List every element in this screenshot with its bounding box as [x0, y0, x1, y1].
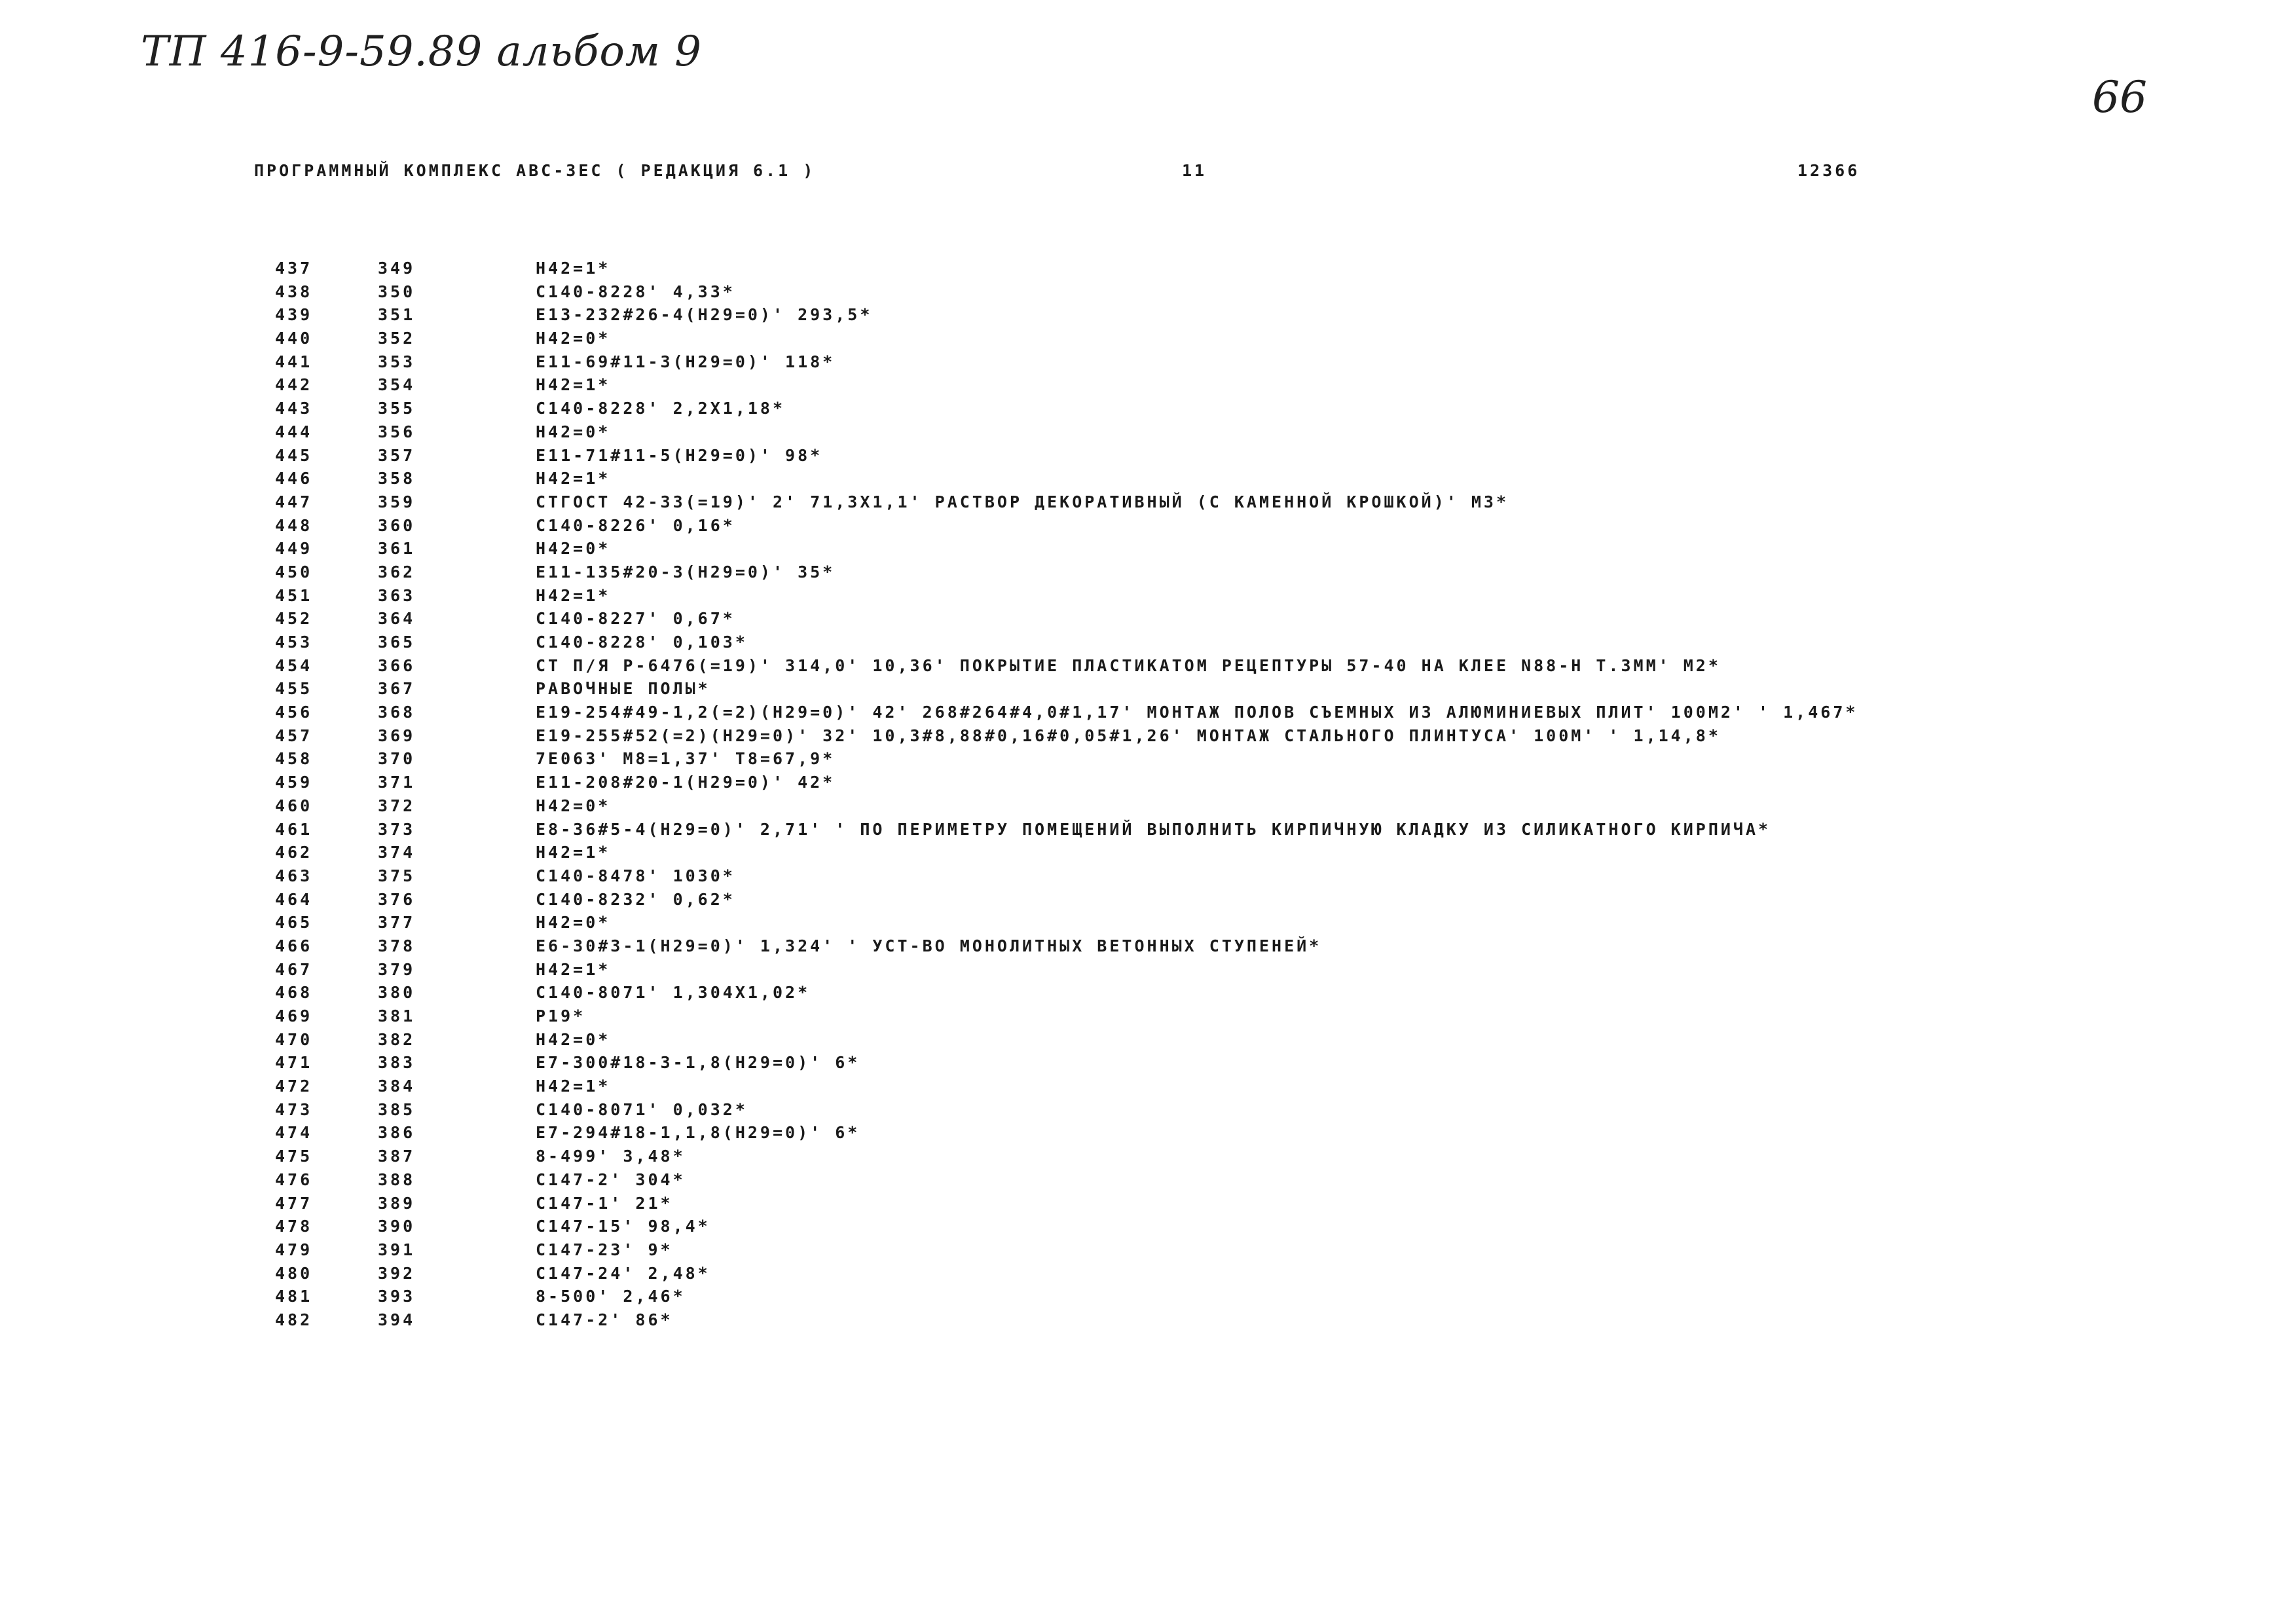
statement-number: 394 — [378, 1310, 416, 1329]
statement-text: Е11-135#20-3(Н29=0)' 35* — [536, 562, 836, 581]
listing-row — [0, 420, 2282, 444]
listing-row — [0, 1028, 2282, 1052]
statement-number: 375 — [378, 866, 416, 885]
listing-row — [0, 303, 2282, 327]
statement-number: 378 — [378, 936, 416, 955]
statement-text: Е19-255#52(=2)(Н29=0)' 32' 10,3#8,88#0,16#0,05#1,26' МОНТАЖ СТАЛЬНОГО ПЛИНТУСА' 100М' ' 1,14,8* — [536, 726, 1721, 745]
listing-row — [0, 444, 2282, 468]
statement-text: СТГОСТ 42-33(=19)' 2' 71,3Х1,1' РАСТВОР ДЕКОРАТИВНЫЙ (С КАМЕННОЙ КРОШКОЙ)' М3* — [536, 492, 1509, 511]
row-index: 438 — [275, 282, 313, 301]
row-index: 459 — [275, 773, 313, 792]
row-index: 464 — [275, 889, 313, 909]
row-index: 480 — [275, 1263, 313, 1283]
statement-text: Н42=0* — [536, 796, 611, 815]
listing-row — [0, 350, 2282, 374]
row-index: 475 — [275, 1147, 313, 1166]
listing-row — [0, 864, 2282, 888]
statement-text: С147-23' 9* — [536, 1240, 673, 1259]
statement-number: 366 — [378, 655, 416, 675]
row-index: 458 — [275, 749, 313, 769]
statement-number: 370 — [378, 749, 416, 769]
statement-number: 349 — [378, 259, 416, 278]
statement-text: Е6-30#3-1(Н29=0)' 1,324' ' УСТ-ВО МОНОЛИТНЫХ ВЕТОННЫХ СТУПЕНЕЙ* — [536, 936, 1322, 955]
statement-text: 7Е063' М8=1,37' Т8=67,9* — [536, 749, 836, 769]
listing-row — [0, 467, 2282, 490]
listing-row — [0, 958, 2282, 982]
row-index: 462 — [275, 843, 313, 862]
listing-row — [0, 1051, 2282, 1075]
statement-text: Н42=0* — [536, 422, 611, 441]
statement-number: 350 — [378, 282, 416, 301]
statement-number: 352 — [378, 329, 416, 348]
statement-number: 351 — [378, 305, 416, 325]
row-index: 470 — [275, 1029, 313, 1049]
statement-number: 382 — [378, 1029, 416, 1049]
listing-row — [0, 677, 2282, 701]
row-index: 456 — [275, 703, 313, 722]
row-index: 471 — [275, 1053, 313, 1073]
listing-row — [0, 794, 2282, 818]
row-index: 460 — [275, 796, 313, 815]
row-index: 437 — [275, 259, 313, 278]
statement-text: С140-8228' 2,2Х1,18* — [536, 399, 786, 418]
row-index: 478 — [275, 1217, 313, 1236]
row-index: 479 — [275, 1240, 313, 1259]
row-index: 481 — [275, 1287, 313, 1306]
listing-row — [0, 818, 2282, 841]
statement-text: С140-8228' 0,103* — [536, 633, 748, 652]
statement-text: С147-2' 304* — [536, 1170, 686, 1189]
statement-number: 380 — [378, 983, 416, 1003]
listing-row — [0, 561, 2282, 584]
statement-number: 356 — [378, 422, 416, 441]
statement-number: 376 — [378, 889, 416, 909]
statement-text: Е7-300#18-3-1,8(Н29=0)' 6* — [536, 1053, 860, 1073]
row-index: 465 — [275, 913, 313, 932]
row-index: 469 — [275, 1006, 313, 1025]
row-index: 446 — [275, 469, 313, 489]
row-index: 473 — [275, 1099, 313, 1119]
listing-row — [0, 1262, 2282, 1285]
row-index: 453 — [275, 633, 313, 652]
statement-text: Р19* — [536, 1006, 586, 1025]
statement-text: Н42=1* — [536, 259, 611, 278]
statement-number: 353 — [378, 352, 416, 371]
row-index: 461 — [275, 819, 313, 839]
statement-text: Н42=1* — [536, 375, 611, 395]
statement-number: 359 — [378, 492, 416, 511]
listing-row — [0, 373, 2282, 397]
row-index: 468 — [275, 983, 313, 1003]
statement-text: РАВОЧНЫЕ ПОЛЫ* — [536, 679, 710, 699]
statement-text: Е11-71#11-5(Н29=0)' 98* — [536, 445, 823, 465]
statement-text: С140-8227' 0,67* — [536, 609, 735, 629]
row-index: 466 — [275, 936, 313, 955]
statement-number: 373 — [378, 819, 416, 839]
printout-header-title: ПРОГРАММНЫЙ КОМПЛЕКС АВС-3ЕС ( РЕДАКЦИЯ 6.1 ) — [254, 161, 816, 180]
listing-row — [0, 1285, 2282, 1308]
statement-number: 372 — [378, 796, 416, 815]
listing-row — [0, 1192, 2282, 1215]
statement-text: Н42=0* — [536, 329, 611, 348]
page-number-handwritten: 66 — [2092, 72, 2147, 122]
listing-row — [0, 841, 2282, 864]
statement-text: С140-8071' 0,032* — [536, 1099, 748, 1119]
row-index: 477 — [275, 1193, 313, 1213]
statement-number: 393 — [378, 1287, 416, 1306]
statement-number: 360 — [378, 515, 416, 535]
listing-row — [0, 514, 2282, 538]
statement-text: Н42=1* — [536, 1077, 611, 1096]
statement-number: 391 — [378, 1240, 416, 1259]
statement-number: 369 — [378, 726, 416, 745]
statement-text: С140-8228' 4,33* — [536, 282, 735, 301]
statement-text: Е8-36#5-4(Н29=0)' 2,71' ' ПО ПЕРИМЕТРУ ПОМЕЩЕНИЙ ВЫПОЛНИТЬ КИРПИЧНУЮ КЛАДКУ ИЗ СИЛИКАТНОГО КИРПИЧА* — [536, 819, 1771, 839]
listing-row — [0, 724, 2282, 748]
statement-number: 383 — [378, 1053, 416, 1073]
statement-number: 385 — [378, 1099, 416, 1119]
listing-row — [0, 584, 2282, 608]
statement-text: Е11-69#11-3(Н29=0)' 118* — [536, 352, 836, 371]
statement-text: Н42=1* — [536, 959, 611, 979]
row-index: 476 — [275, 1170, 313, 1189]
row-index: 440 — [275, 329, 313, 348]
statement-number: 355 — [378, 399, 416, 418]
listing-row — [0, 888, 2282, 912]
row-index: 449 — [275, 539, 313, 559]
listing-row — [0, 1215, 2282, 1238]
statement-number: 389 — [378, 1193, 416, 1213]
statement-text: С140-8071' 1,304Х1,02* — [536, 983, 811, 1003]
listing-row — [0, 1308, 2282, 1332]
statement-number: 371 — [378, 773, 416, 792]
statement-text: Е19-254#49-1,2(=2)(Н29=0)' 42' 268#264#4,0#1,17' МОНТАЖ ПОЛОВ СЪЕМНЫХ ИЗ АЛЮМИНИЕВЫХ ПЛИТ' 100М2' ' 1,467* — [536, 703, 1858, 722]
listing-row — [0, 1005, 2282, 1028]
statement-number: 388 — [378, 1170, 416, 1189]
statement-text: Н42=0* — [536, 913, 611, 932]
row-index: 455 — [275, 679, 313, 699]
printout-job-code: 12366 — [1797, 161, 1860, 180]
listing-row — [0, 1238, 2282, 1262]
statement-number: 381 — [378, 1006, 416, 1025]
statement-number: 384 — [378, 1077, 416, 1096]
statement-text: СТ П/Я Р-6476(=19)' 314,0' 10,36' ПОКРЫТИЕ ПЛАСТИКАТОМ РЕЦЕПТУРЫ 57-40 НА КЛЕЕ N88-Н Т.3ММ' М2* — [536, 655, 1721, 675]
listing-row — [0, 631, 2282, 654]
statement-number: 358 — [378, 469, 416, 489]
statement-number: 354 — [378, 375, 416, 395]
statement-number: 365 — [378, 633, 416, 652]
listing-row — [0, 701, 2282, 724]
row-index: 448 — [275, 515, 313, 535]
statement-text: Н42=1* — [536, 843, 611, 862]
row-index: 463 — [275, 866, 313, 885]
statement-text: Н42=0* — [536, 539, 611, 559]
statement-number: 379 — [378, 959, 416, 979]
listing-row — [0, 1145, 2282, 1168]
statement-number: 361 — [378, 539, 416, 559]
listing-row — [0, 607, 2282, 631]
row-index: 443 — [275, 399, 313, 418]
statement-number: 363 — [378, 585, 416, 605]
statement-text: С147-1' 21* — [536, 1193, 673, 1213]
row-index: 452 — [275, 609, 313, 629]
row-index: 439 — [275, 305, 313, 325]
statement-number: 374 — [378, 843, 416, 862]
listing-row — [0, 911, 2282, 934]
row-index: 467 — [275, 959, 313, 979]
row-index: 444 — [275, 422, 313, 441]
row-index: 474 — [275, 1123, 313, 1143]
statement-text: С147-24' 2,48* — [536, 1263, 710, 1283]
statement-text: 8-499' 3,48* — [536, 1147, 686, 1166]
statement-text: С140-8478' 1030* — [536, 866, 735, 885]
row-index: 482 — [275, 1310, 313, 1329]
row-index: 451 — [275, 585, 313, 605]
listing-row — [0, 327, 2282, 350]
statement-text: С147-2' 86* — [536, 1310, 673, 1329]
statement-number: 390 — [378, 1217, 416, 1236]
statement-text: Е11-208#20-1(Н29=0)' 42* — [536, 773, 836, 792]
row-index: 457 — [275, 726, 313, 745]
listing-row — [0, 747, 2282, 771]
statement-text: С140-8232' 0,62* — [536, 889, 735, 909]
listing-row — [0, 654, 2282, 678]
listing-row — [0, 981, 2282, 1005]
statement-number: 392 — [378, 1263, 416, 1283]
row-index: 450 — [275, 562, 313, 581]
row-index: 442 — [275, 375, 313, 395]
statement-text: Е7-294#18-1,1,8(Н29=0)' 6* — [536, 1123, 860, 1143]
row-index: 441 — [275, 352, 313, 371]
row-index: 454 — [275, 655, 313, 675]
row-index: 447 — [275, 492, 313, 511]
statement-text: Н42=1* — [536, 585, 611, 605]
statement-text: С140-8226' 0,16* — [536, 515, 735, 535]
listing-row — [0, 934, 2282, 958]
program-listing — [0, 257, 2282, 1332]
printout-sheet-number: 11 — [1182, 161, 1207, 180]
listing-row — [0, 1168, 2282, 1192]
row-index: 472 — [275, 1077, 313, 1096]
listing-row — [0, 490, 2282, 514]
statement-number: 368 — [378, 703, 416, 722]
listing-row — [0, 1098, 2282, 1122]
listing-row — [0, 397, 2282, 420]
listing-row — [0, 771, 2282, 794]
statement-text: Н42=1* — [536, 469, 611, 489]
statement-text: Н42=0* — [536, 1029, 611, 1049]
statement-text: С147-15' 98,4* — [536, 1217, 710, 1236]
statement-number: 367 — [378, 679, 416, 699]
listing-row — [0, 537, 2282, 561]
statement-number: 364 — [378, 609, 416, 629]
row-index: 445 — [275, 445, 313, 465]
listing-row — [0, 1075, 2282, 1098]
listing-row — [0, 1121, 2282, 1145]
statement-text: Е13-232#26-4(Н29=0)' 293,5* — [536, 305, 873, 325]
statement-text: 8-500' 2,46* — [536, 1287, 686, 1306]
statement-number: 386 — [378, 1123, 416, 1143]
statement-number: 362 — [378, 562, 416, 581]
listing-row — [0, 257, 2282, 280]
document-reference-handwritten: ТП 416-9-59.89 альбом 9 — [141, 28, 702, 76]
statement-number: 357 — [378, 445, 416, 465]
statement-number: 387 — [378, 1147, 416, 1166]
statement-number: 377 — [378, 913, 416, 932]
listing-row — [0, 280, 2282, 304]
